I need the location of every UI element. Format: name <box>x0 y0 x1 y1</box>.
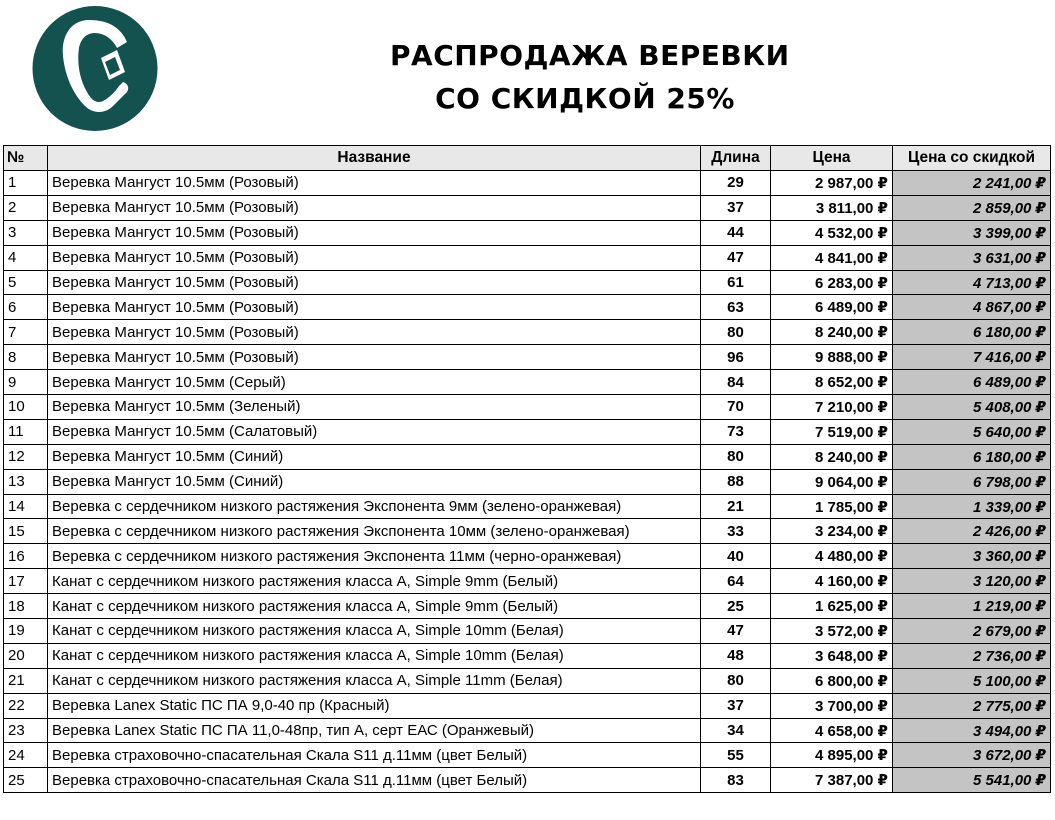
carabiner-logo-icon <box>31 6 159 131</box>
table-row <box>4 270 1051 295</box>
product-name-cell: Веревка Мангуст 10.5мм (Салатовый) <box>48 419 701 444</box>
length-cell: 83 <box>701 768 771 793</box>
length-cell: 33 <box>701 519 771 544</box>
price-cell: 3 648,00 ₽ <box>771 643 893 668</box>
row-number-cell: 8 <box>4 345 48 370</box>
price-cell: 3 234,00 ₽ <box>771 519 893 544</box>
price-cell: 7 387,00 ₽ <box>771 768 893 793</box>
row-number-cell: 15 <box>4 519 48 544</box>
price-cell: 4 841,00 ₽ <box>771 245 893 270</box>
length-cell: 40 <box>701 544 771 569</box>
price-cell: 7 519,00 ₽ <box>771 419 893 444</box>
length-cell: 88 <box>701 469 771 494</box>
table-row <box>4 619 1051 644</box>
price-cell: 6 489,00 ₽ <box>771 295 893 320</box>
length-cell: 48 <box>701 643 771 668</box>
table-row <box>4 195 1051 220</box>
length-cell: 25 <box>701 594 771 619</box>
length-cell: 44 <box>701 220 771 245</box>
price-cell: 9 064,00 ₽ <box>771 469 893 494</box>
discount-price-cell: 3 120,00 ₽ <box>893 569 1051 594</box>
product-name-cell: Веревка Мангуст 10.5мм (Синий) <box>48 444 701 469</box>
row-number-cell: 6 <box>4 295 48 320</box>
page-header <box>0 0 1055 143</box>
product-name-cell: Веревка с сердечником низкого растяжения Экспонента 10мм (зелено-оранжевая) <box>48 519 701 544</box>
row-number-cell: 12 <box>4 444 48 469</box>
discount-price-cell: 7 416,00 ₽ <box>893 345 1051 370</box>
discount-price-cell: 5 541,00 ₽ <box>893 768 1051 793</box>
discount-price-cell: 3 399,00 ₽ <box>893 220 1051 245</box>
row-number-cell: 23 <box>4 718 48 743</box>
page-title <box>390 34 790 120</box>
row-number-cell: 19 <box>4 619 48 644</box>
table-header-row <box>4 146 1051 171</box>
price-cell: 2 987,00 ₽ <box>771 171 893 196</box>
product-name-cell: Веревка страховочно-спасательная Скала S11 д.11мм (цвет Белый) <box>48 743 701 768</box>
length-cell: 21 <box>701 494 771 519</box>
row-number-cell: 2 <box>4 195 48 220</box>
column-header-length: Длина <box>701 146 771 171</box>
row-number-cell: 16 <box>4 544 48 569</box>
title-line-2: СО СКИДКОЙ 25% <box>435 82 735 115</box>
row-number-cell: 18 <box>4 594 48 619</box>
product-name-cell: Веревка с сердечником низкого растяжения Экспонента 9мм (зелено-оранжевая) <box>48 494 701 519</box>
discount-price-cell: 1 219,00 ₽ <box>893 594 1051 619</box>
price-cell: 6 283,00 ₽ <box>771 270 893 295</box>
product-name-cell: Канат с сердечником низкого растяжения класса А, Simple 9mm (Белый) <box>48 569 701 594</box>
table-row <box>4 668 1051 693</box>
length-cell: 64 <box>701 569 771 594</box>
length-cell: 80 <box>701 444 771 469</box>
discount-price-cell: 6 180,00 ₽ <box>893 444 1051 469</box>
length-cell: 63 <box>701 295 771 320</box>
product-name-cell: Канат с сердечником низкого растяжения класса А, Simple 10mm (Белая) <box>48 643 701 668</box>
length-cell: 73 <box>701 419 771 444</box>
row-number-cell: 5 <box>4 270 48 295</box>
price-cell: 8 240,00 ₽ <box>771 320 893 345</box>
price-cell: 8 652,00 ₽ <box>771 370 893 395</box>
length-cell: 61 <box>701 270 771 295</box>
discount-price-cell: 2 241,00 ₽ <box>893 171 1051 196</box>
table-row <box>4 245 1051 270</box>
column-header-price: Цена <box>771 146 893 171</box>
table-row <box>4 171 1051 196</box>
product-name-cell: Веревка Мангуст 10.5мм (Розовый) <box>48 295 701 320</box>
table-row <box>4 220 1051 245</box>
row-number-cell: 13 <box>4 469 48 494</box>
product-name-cell: Веревка Мангуст 10.5мм (Синий) <box>48 469 701 494</box>
table-row <box>4 569 1051 594</box>
length-cell: 70 <box>701 395 771 420</box>
discount-price-cell: 5 640,00 ₽ <box>893 419 1051 444</box>
row-number-cell: 3 <box>4 220 48 245</box>
row-number-cell: 11 <box>4 419 48 444</box>
length-cell: 34 <box>701 718 771 743</box>
row-number-cell: 1 <box>4 171 48 196</box>
row-number-cell: 21 <box>4 668 48 693</box>
product-name-cell: Веревка Мангуст 10.5мм (Розовый) <box>48 171 701 196</box>
row-number-cell: 22 <box>4 693 48 718</box>
price-cell: 4 658,00 ₽ <box>771 718 893 743</box>
table-row <box>4 594 1051 619</box>
discount-price-cell: 3 631,00 ₽ <box>893 245 1051 270</box>
discount-price-cell: 3 494,00 ₽ <box>893 718 1051 743</box>
row-number-cell: 20 <box>4 643 48 668</box>
price-cell: 4 160,00 ₽ <box>771 569 893 594</box>
price-cell: 4 480,00 ₽ <box>771 544 893 569</box>
length-cell: 80 <box>701 668 771 693</box>
table-row <box>4 295 1051 320</box>
table-row <box>4 320 1051 345</box>
row-number-cell: 17 <box>4 569 48 594</box>
price-cell: 9 888,00 ₽ <box>771 345 893 370</box>
discount-price-cell: 4 713,00 ₽ <box>893 270 1051 295</box>
table-row <box>4 444 1051 469</box>
discount-price-cell: 3 672,00 ₽ <box>893 743 1051 768</box>
length-cell: 47 <box>701 245 771 270</box>
discount-price-cell: 4 867,00 ₽ <box>893 295 1051 320</box>
discount-price-cell: 5 100,00 ₽ <box>893 668 1051 693</box>
product-name-cell: Веревка Мангуст 10.5мм (Розовый) <box>48 195 701 220</box>
product-name-cell: Веревка Мангуст 10.5мм (Розовый) <box>48 345 701 370</box>
table-row <box>4 643 1051 668</box>
row-number-cell: 7 <box>4 320 48 345</box>
length-cell: 37 <box>701 195 771 220</box>
table-row <box>4 395 1051 420</box>
row-number-cell: 14 <box>4 494 48 519</box>
product-name-cell: Канат с сердечником низкого растяжения класса А, Simple 10mm (Белая) <box>48 619 701 644</box>
price-cell: 3 572,00 ₽ <box>771 619 893 644</box>
table-row <box>4 469 1051 494</box>
product-name-cell: Канат с сердечником низкого растяжения класса А, Simple 9mm (Белый) <box>48 594 701 619</box>
product-name-cell: Веревка Мангуст 10.5мм (Розовый) <box>48 245 701 270</box>
length-cell: 84 <box>701 370 771 395</box>
product-name-cell: Веревка Мангуст 10.5мм (Розовый) <box>48 270 701 295</box>
length-cell: 96 <box>701 345 771 370</box>
table-row <box>4 519 1051 544</box>
discount-price-cell: 6 180,00 ₽ <box>893 320 1051 345</box>
product-name-cell: Веревка Мангуст 10.5мм (Розовый) <box>48 220 701 245</box>
discount-price-cell: 2 736,00 ₽ <box>893 643 1051 668</box>
price-cell: 1 785,00 ₽ <box>771 494 893 519</box>
price-cell: 4 532,00 ₽ <box>771 220 893 245</box>
column-header-name: Название <box>48 146 701 171</box>
table-row <box>4 768 1051 793</box>
product-name-cell: Веревка Мангуст 10.5мм (Зеленый) <box>48 395 701 420</box>
row-number-cell: 9 <box>4 370 48 395</box>
table-row <box>4 345 1051 370</box>
length-cell: 55 <box>701 743 771 768</box>
table-row <box>4 544 1051 569</box>
length-cell: 47 <box>701 619 771 644</box>
price-cell: 3 700,00 ₽ <box>771 693 893 718</box>
price-cell: 1 625,00 ₽ <box>771 594 893 619</box>
column-header-num: № <box>4 146 48 171</box>
discount-price-cell: 5 408,00 ₽ <box>893 395 1051 420</box>
table-row <box>4 494 1051 519</box>
price-cell: 8 240,00 ₽ <box>771 444 893 469</box>
table-row <box>4 419 1051 444</box>
table-row <box>4 370 1051 395</box>
length-cell: 37 <box>701 693 771 718</box>
product-name-cell: Веревка с сердечником низкого растяжения Экспонента 11мм (черно-оранжевая) <box>48 544 701 569</box>
discount-price-cell: 2 775,00 ₽ <box>893 693 1051 718</box>
product-name-cell: Веревка Мангуст 10.5мм (Розовый) <box>48 320 701 345</box>
discount-price-cell: 1 339,00 ₽ <box>893 494 1051 519</box>
discount-price-cell: 6 798,00 ₽ <box>893 469 1051 494</box>
product-name-cell: Веревка Мангуст 10.5мм (Серый) <box>48 370 701 395</box>
title-line-1: РАСПРОДАЖА ВЕРЕВКИ <box>390 39 790 72</box>
price-cell: 3 811,00 ₽ <box>771 195 893 220</box>
product-name-cell: Канат с сердечником низкого растяжения класса А, Simple 11mm (Белая) <box>48 668 701 693</box>
table-row <box>4 718 1051 743</box>
product-name-cell: Веревка Lanex Static ПС ПА 11,0-48пр, тип А, серт ЕАС (Оранжевый) <box>48 718 701 743</box>
product-name-cell: Веревка страховочно-спасательная Скала S11 д.11мм (цвет Белый) <box>48 768 701 793</box>
table-row <box>4 693 1051 718</box>
discount-price-cell: 2 859,00 ₽ <box>893 195 1051 220</box>
discount-price-cell: 2 426,00 ₽ <box>893 519 1051 544</box>
length-cell: 80 <box>701 320 771 345</box>
row-number-cell: 24 <box>4 743 48 768</box>
product-name-cell: Веревка Lanex Static ПС ПА 9,0-40 пр (Красный) <box>48 693 701 718</box>
column-header-discount-price: Цена со скидкой <box>893 146 1051 171</box>
row-number-cell: 25 <box>4 768 48 793</box>
price-table <box>3 145 1051 793</box>
row-number-cell: 4 <box>4 245 48 270</box>
price-cell: 6 800,00 ₽ <box>771 668 893 693</box>
table-row <box>4 743 1051 768</box>
discount-price-cell: 3 360,00 ₽ <box>893 544 1051 569</box>
length-cell: 29 <box>701 171 771 196</box>
price-cell: 4 895,00 ₽ <box>771 743 893 768</box>
row-number-cell: 10 <box>4 395 48 420</box>
discount-price-cell: 2 679,00 ₽ <box>893 619 1051 644</box>
price-cell: 7 210,00 ₽ <box>771 395 893 420</box>
discount-price-cell: 6 489,00 ₽ <box>893 370 1051 395</box>
